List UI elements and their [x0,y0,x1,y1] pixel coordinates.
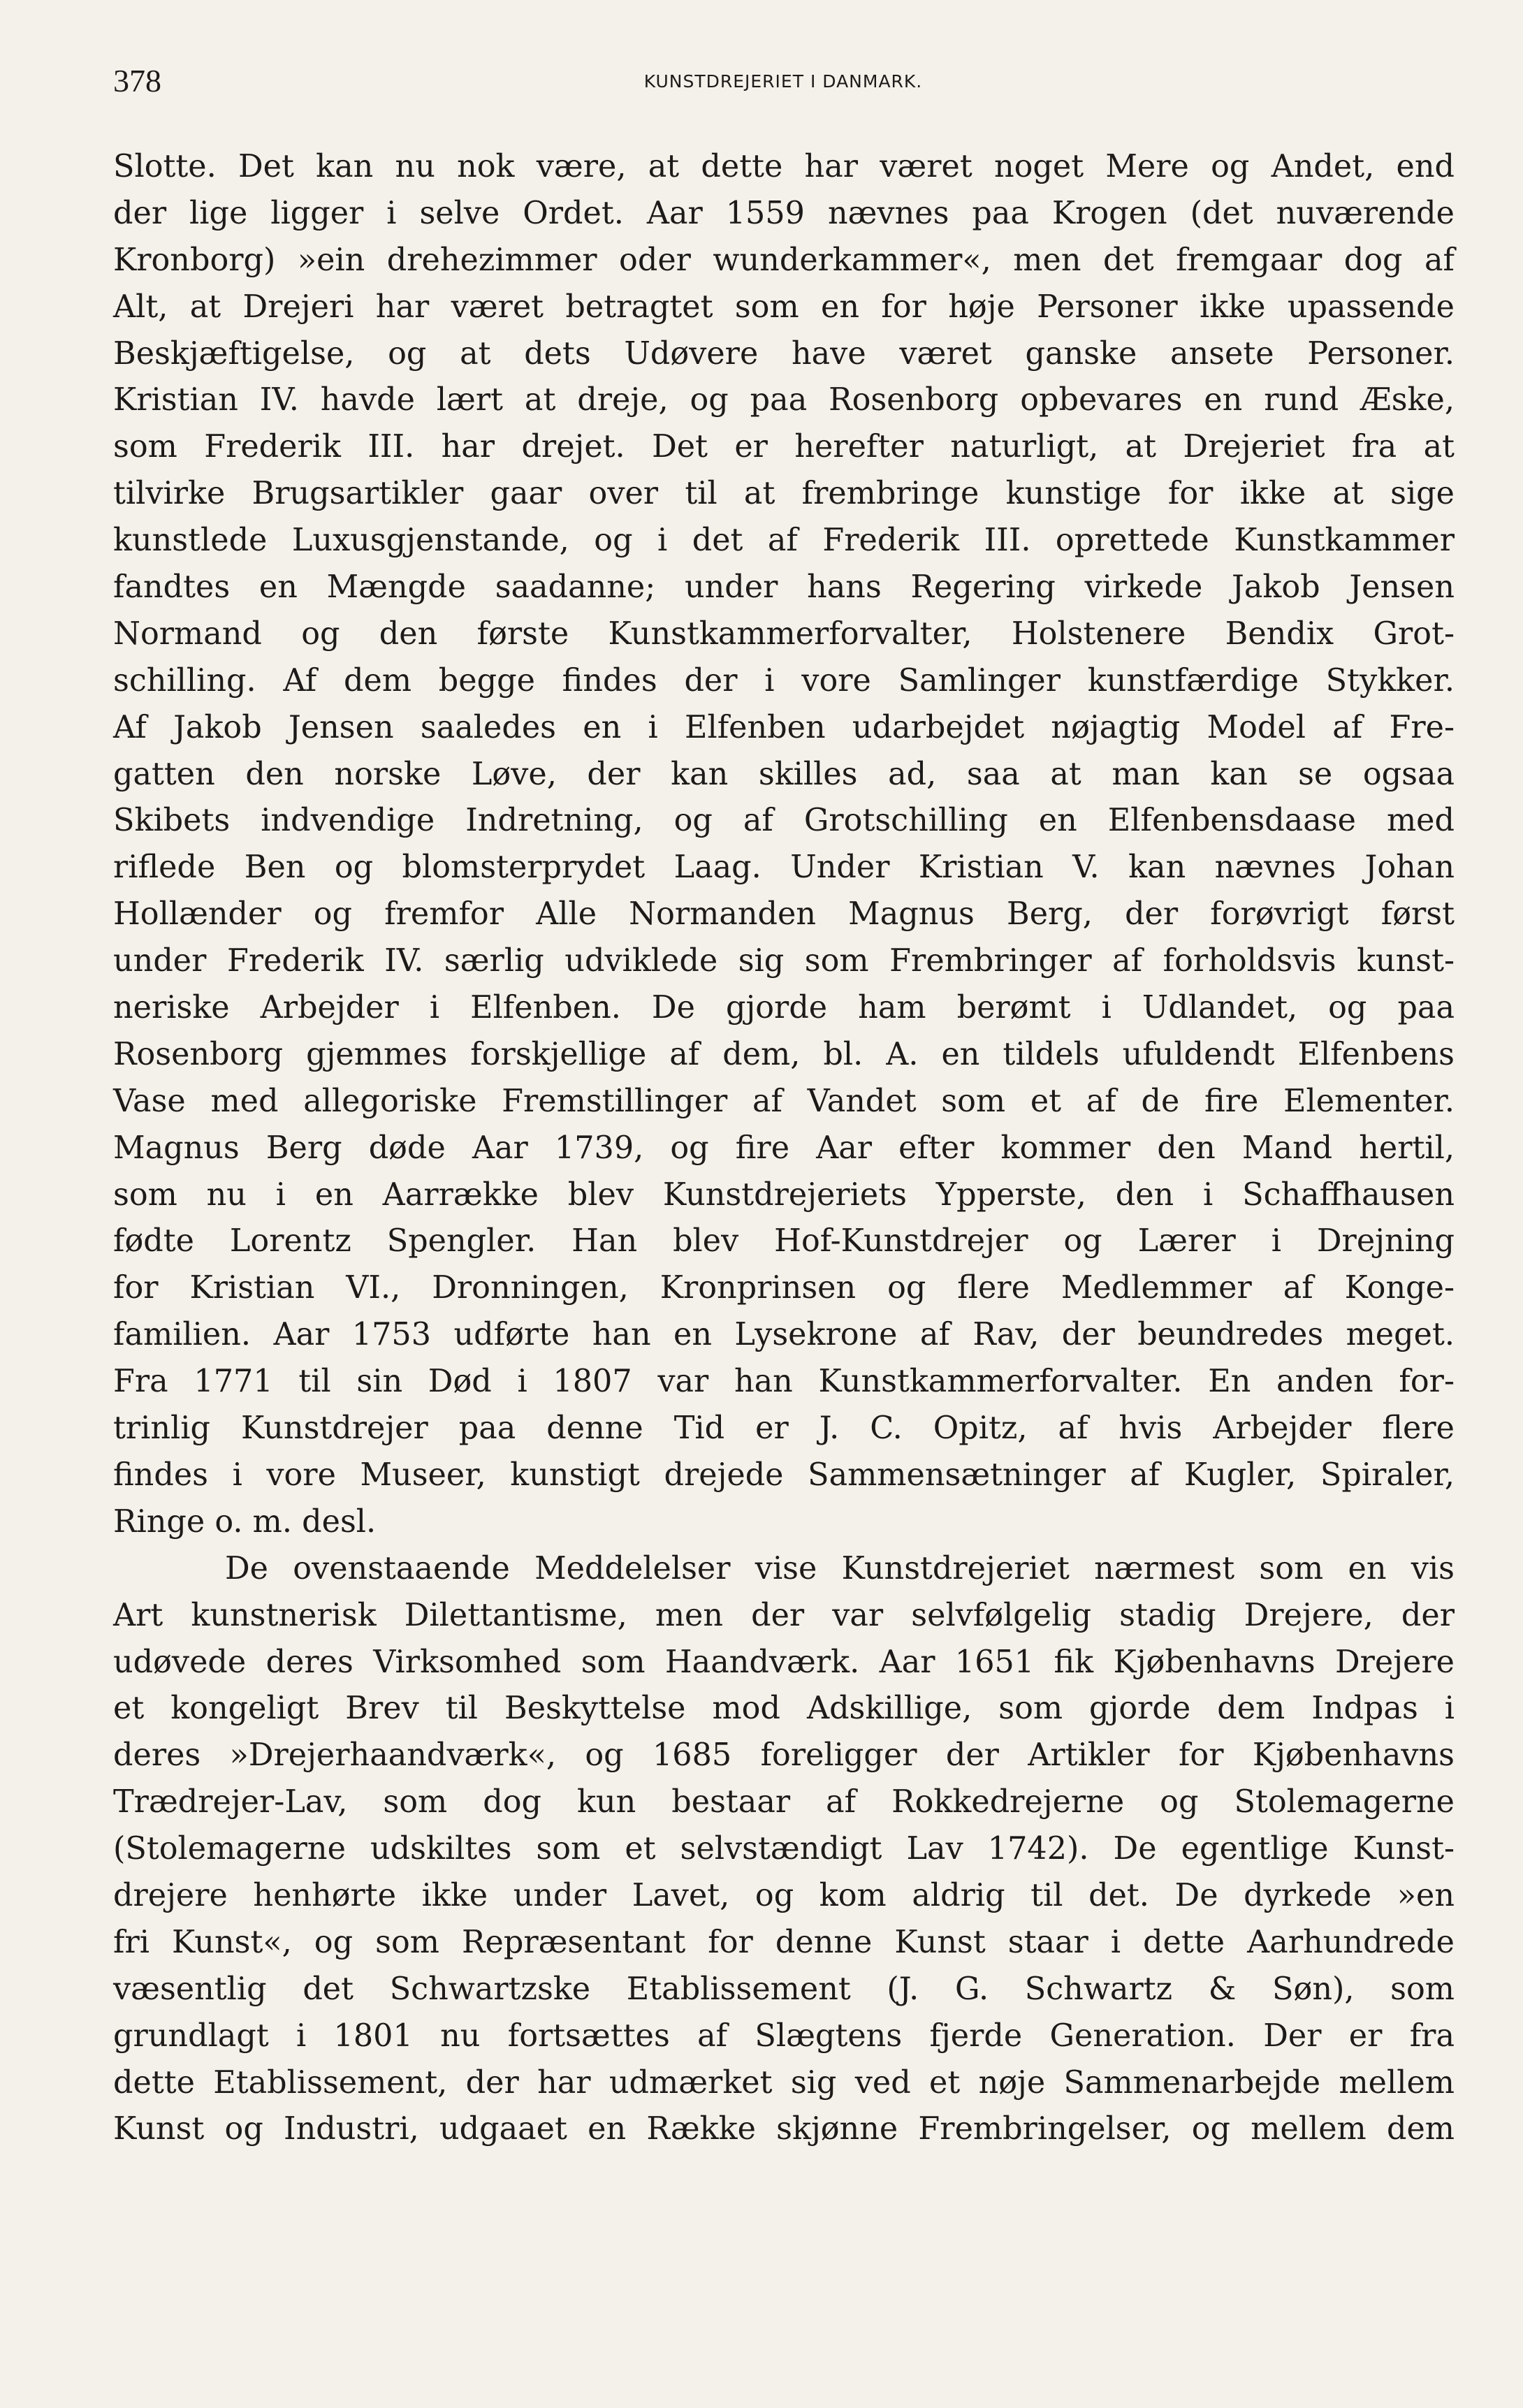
text-line: gatten den norske Løve, der kan skilles ad, saa at man kan se ogsaa [113,756,1455,792]
text-line: som nu i en Aarrække blev Kunstdrejeriets Ypperste, den i Schaffhausen [113,1176,1455,1213]
text-line: grundlagt i 1801 nu fortsættes af Slægtens fjerde Generation. Der er fra [113,2017,1455,2054]
running-head: KUNSTDREJERIET I DANMARK. [643,71,923,92]
text-line: Kronborg) »ein drehezimmer oder wunderkammer«, men det fremgaar dog af [113,242,1455,278]
text-line: dette Etablissement, der har udmærket sig ved et nøje Sammenarbejde mellem [113,2064,1455,2101]
text-line: Slotte. Det kan nu nok være, at dette har været noget Mere og Andet, end [113,149,1455,184]
body-text [113,144,1455,2153]
text-line: Vase med allegoriske Fremstillinger af Vandet som et af de fire Elementer. [113,1083,1455,1119]
text-line: væsentlig det Schwartzske Etablissement (J. G. Schwartz & Søn), som [113,1971,1455,2007]
text-line: Fra 1771 til sin Død i 1807 var han Kunstkammerforvalter. En anden for- [113,1364,1455,1400]
text-line: deres »Drejerhaandværk«, og 1685 foreligger der Artikler for Kjøbenhavns [113,1737,1455,1774]
text-line: et kongeligt Brev til Beskyttelse mod Adskillige, som gjorde dem Indpas i [113,1691,1455,1727]
text-line: findes i vore Museer, kunstigt drejede Sammensætninger af Kugler, Spiraler, [113,1457,1455,1493]
text-line: der lige ligger i selve Ordet. Aar 1559 nævnes paa Krogen (det nuværende [113,195,1455,231]
page-header [113,60,1453,102]
text-line: Hollænder og fremfor Alle Normanden Magnus Berg, der forøvrigt først [113,896,1455,933]
text-line: Alt, at Drejeri har været betragtet som en for høje Personer ikke upassende [113,289,1455,325]
text-line: Art kunstnerisk Dilettantisme, men der var selvfølgelig stadig Drejere, der [113,1597,1455,1633]
page-number: 378 [113,63,161,98]
text-line: fandtes en Mængde saadanne; under hans Regering virkede Jakob Jensen [113,569,1455,606]
text-line: tilvirke Brugsartikler gaar over til at frembringe kunstige for ikke at sige [113,476,1455,512]
text-line: kunstlede Luxusgjenstande, og i det af Frederik III. oprettede Kunstkammer [113,523,1455,559]
text-line: Rosenborg gjemmes forskjellige af dem, bl. A. en tildels ufuldendt Elfenbens [113,1036,1455,1072]
text-line: schilling. Af dem begge findes der i vore Samlinger kunstfærdige Stykker. [113,662,1455,699]
text-line: neriske Arbejder i Elfenben. De gjorde ham berømt i Udlandet, og paa [113,990,1455,1026]
text-line: udøvede deres Virksomhed som Haandværk. Aar 1651 fik Kjøbenhavns Drejere [113,1644,1455,1680]
text-line: fri Kunst«, og som Repræsentant for denne Kunst staar i dette Aarhundrede [113,1924,1455,1960]
text-line: familien. Aar 1753 udførte han en Lysekrone af Rav, der beundredes meget. [113,1317,1455,1353]
text-line: Magnus Berg døde Aar 1739, og fire Aar efter kommer den Mand hertil, [113,1130,1455,1166]
text-line: drejere henhørte ikke under Lavet, og kom aldrig til det. De dyrkede »en [113,1877,1455,1913]
text-line: trinlig Kunstdrejer paa denne Tid er J. C. Opitz, af hvis Arbejder flere [113,1410,1455,1447]
text-line: Kristian IV. havde lært at dreje, og paa Rosenborg opbevares en rund Æske, [113,382,1455,418]
paragraph-start-line: De ovenstaaende Meddelelser vise Kunstdrejeriet nærmest som en vis [225,1550,1455,1586]
text-line: fødte Lorentz Spengler. Han blev Hof-Kunstdrejer og Lærer i Drejning [113,1223,1455,1260]
text-line: (Stolemagerne udskiltes som et selvstændigt Lav 1742). De egentlige Kunst- [113,1831,1455,1867]
text-line: for Kristian VI., Dronningen, Kronprinsen og flere Medlemmer af Konge- [113,1270,1455,1306]
text-line: Skibets indvendige Indretning, og af Grotschilling en Elfenbensdaase med [113,803,1455,839]
text-line: Beskjæftigelse, og at dets Udøvere have været ganske ansete Personer. [113,335,1455,372]
text-line: under Frederik IV. særlig udviklede sig som Frembringer af forholdsvis kunst- [113,943,1455,979]
text-line: Kunst og Industri, udgaaet en Række skjønne Frembringelser, og mellem dem [113,2111,1455,2147]
paragraph-end-line: Ringe o. m. desl. [113,1503,377,1540]
text-line: Trædrejer-Lav, som dog kun bestaar af Rokkedrejerne og Stolemagerne [113,1784,1455,1820]
text-line: som Frederik III. har drejet. Det er herefter naturligt, at Drejeriet fra at [113,429,1455,465]
text-line: Af Jakob Jensen saaledes en i Elfenben udarbejdet nøjagtig Model af Fre- [113,709,1455,745]
text-line: Normand og den første Kunstkammerforvalter, Holstenere Bendix Grot- [113,615,1455,652]
text-line: riflede Ben og blomsterprydet Laag. Under Kristian V. kan nævnes Johan [113,849,1455,886]
